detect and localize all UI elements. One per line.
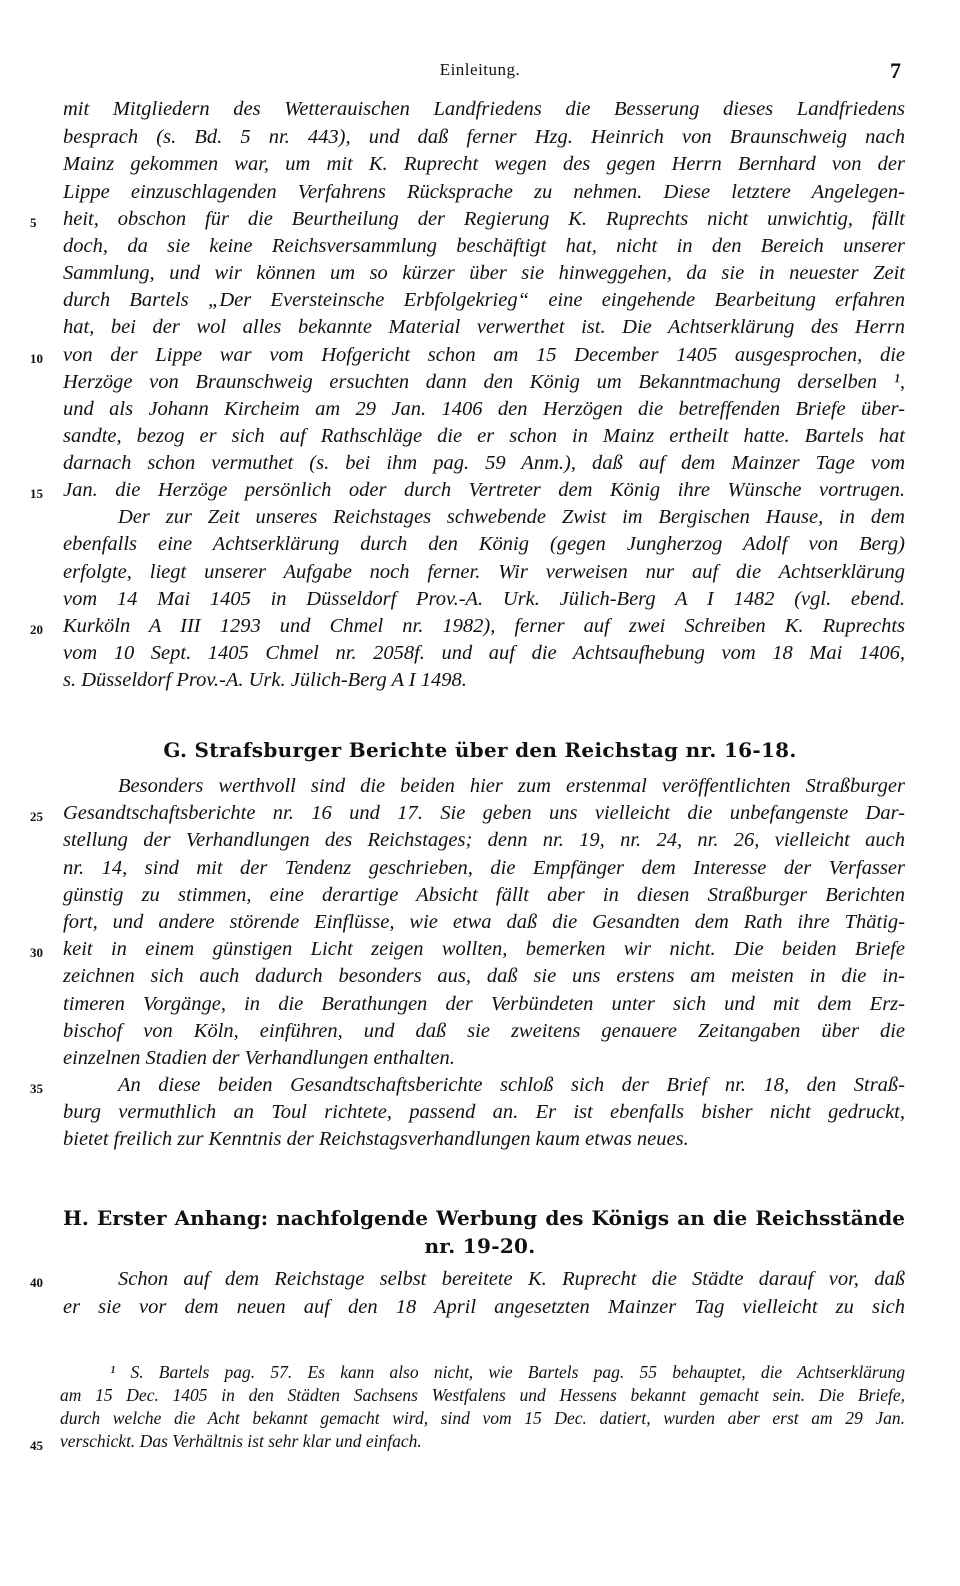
body-line: Der zur Zeit unseres Reichstages schwebende Zwist im Bergischen Hause, in dem [118,506,905,528]
body-line: doch, da sie keine Reichsversammlung beschäftigt hat, nicht in den Bereich unserer [63,235,905,257]
body-line: er sie vor dem neuen auf den 18 April angesetzten Mainzer Tag vielleicht zu sich [63,1296,905,1318]
body-line: burg vermuthlich an Toul richtete, passend an. Er ist ebenfalls bisher nicht gedruckt, [63,1101,905,1123]
body-line: besprach (s. Bd. 5 nr. 443), und daß ferner Hzg. Heinrich von Braunschweig nach [63,126,905,148]
line-number: 40 [30,1275,43,1290]
body-line: sandte, bezog er sich auf Rathschläge die er schon in Mainz ertheilt hatte. Bartels hat [63,425,905,447]
body-line: Sammlung, und wir können um so kürzer über sie hinweggehen, da sie in neuester Zeit [63,262,905,284]
body-line: Kurköln A III 1293 und Chmel nr. 1982), ferner auf zwei Schreiben K. Ruprechts [63,615,905,637]
line-number: 5 [30,215,37,230]
section-heading-h: H. Erster Anhang: nachfolgende Werbung des Königs an die Reichsstände [63,1206,905,1230]
body-line: stellung der Verhandlungen des Reichstages; denn nr. 19, nr. 24, nr. 26, vielleicht auch [63,829,905,851]
body-line: bischof von Köln, einführen, und daß sie zweitens genauere Zeitangaben über die [63,1020,905,1042]
body-line: An diese beiden Gesandtschaftsberichte schloß sich der Brief nr. 18, den Straß- [118,1074,905,1096]
body-line: Besonders werthvoll sind die beiden hier zum erstenmal veröffentlichten Straßburger [118,775,905,797]
body-line: Schon auf dem Reichstage selbst bereitete K. Ruprecht die Städte darauf vor, daß [118,1268,905,1290]
body-line: ebenfalls eine Achtserklärung durch den König (gegen Jungherzog Adolf von Berg) [63,533,905,555]
section-heading-g: G. Strafsburger Berichte über den Reichstag nr. 16-18. [163,738,797,762]
body-line: Gesandtschaftsberichte nr. 16 und 17. Sie geben uns vielleicht die unbefangenste Dar- [63,802,905,824]
section-heading-h-continued: nr. 19-20. [424,1234,536,1258]
body-line: Mainz gekommen war, um mit K. Ruprecht wegen des gegen Herrn Bernhard von der [63,153,905,175]
body-line: erfolgte, liegt unserer Aufgabe noch ferner. Wir verweisen nur auf die Achtserklärung [63,561,905,583]
body-line: durch Bartels „Der Eversteinsche Erbfolgekrieg“ eine eingehende Bearbeitung erfahren [63,289,905,311]
footnote-line: ¹ S. Bartels pag. 57. Es kann also nicht, wie Bartels pag. 55 behauptet, die Achtserklärung [110,1362,905,1382]
body-line: keit in einem günstigen Licht zeigen wollten, bemerken wir nicht. Die beiden Briefe [63,938,905,960]
footnote-line: durch welche die Acht bekannt gemacht wird, sind vom 15 Dec. datiert, wurden aber erst am 29 Jan. [60,1408,905,1428]
page-number: 7 [890,58,901,83]
body-line: zeichnen sich auch dadurch besonders aus, daß sie uns erstens am meisten in die in- [63,965,905,987]
body-line: s. Düsseldorf Prov.-A. Urk. Jülich-Berg A I 1498. [63,669,467,691]
body-line: vom 14 Mai 1405 in Düsseldorf Prov.-A. Urk. Jülich-Berg A I 1482 (vgl. ebend. [63,588,905,610]
line-number: 35 [30,1081,43,1096]
body-line: bietet freilich zur Kenntnis der Reichstagsverhandlungen kaum etwas neues. [63,1128,689,1150]
line-number: 25 [30,809,43,824]
body-line: von der Lippe war vom Hofgericht schon am 15 December 1405 ausgesprochen, die [63,344,905,366]
line-number: 15 [30,486,43,501]
body-line: Lippe einzuschlagenden Verfahrens Rücksprache zu nehmen. Diese letztere Angelegen- [63,181,905,203]
body-line: darnach schon vermuthet (s. bei ihm pag. 59 Anm.), daß auf dem Mainzer Tage vom [63,452,905,474]
line-number: 20 [30,622,43,637]
body-line: nr. 14, sind mit der Tendenz geschrieben, die Empfänger dem Interesse der Verfasser [63,857,905,879]
body-line: fort, und andere störende Einflüsse, wie etwa daß die Gesandten dem Rath ihre Thätig- [63,911,905,933]
body-line: einzelnen Stadien der Verhandlungen enthalten. [63,1047,455,1069]
running-header: Einleitung. [439,60,521,79]
footnote-line: verschickt. Das Verhältnis ist sehr klar und einfach. [60,1431,422,1451]
footnote-line: am 15 Dec. 1405 in den Städten Sachsens Westfalens und Hessens bekannt gemacht sein. Die Briefe, [60,1385,905,1405]
line-number: 45 [30,1438,43,1453]
body-line: und als Johann Kircheim am 29 Jan. 1406 den Herzögen die betreffenden Briefe über- [63,398,905,420]
body-line: timeren Vorgänge, in die Berathungen der Verbündeten unter sich und mit dem Erz- [63,993,905,1015]
line-number: 30 [30,945,43,960]
body-line: Herzöge von Braunschweig ersuchten dann den König um Bekanntmachung derselben ¹, [63,371,905,393]
body-line: vom 10 Sept. 1405 Chmel nr. 2058f. und auf die Achtsaufhebung vom 18 Mai 1406, [63,642,905,664]
body-line: Jan. die Herzöge persönlich oder durch Vertreter dem König ihre Wünsche vortrugen. [63,479,905,501]
body-line: günstig zu stimmen, eine derartige Absicht fällt aber in diesen Straßburger Berichten [63,884,905,906]
body-line: mit Mitgliedern des Wetterauischen Landfriedens die Besserung dieses Landfriedens [63,98,905,120]
body-line: heit, obschon für die Beurtheilung der Regierung K. Ruprechts nicht unwichtig, fällt [63,208,905,230]
line-number: 10 [30,351,43,366]
body-line: hat, bei der wol alles bekannte Material verwerthet ist. Die Achtserklärung des Herrn [63,316,905,338]
